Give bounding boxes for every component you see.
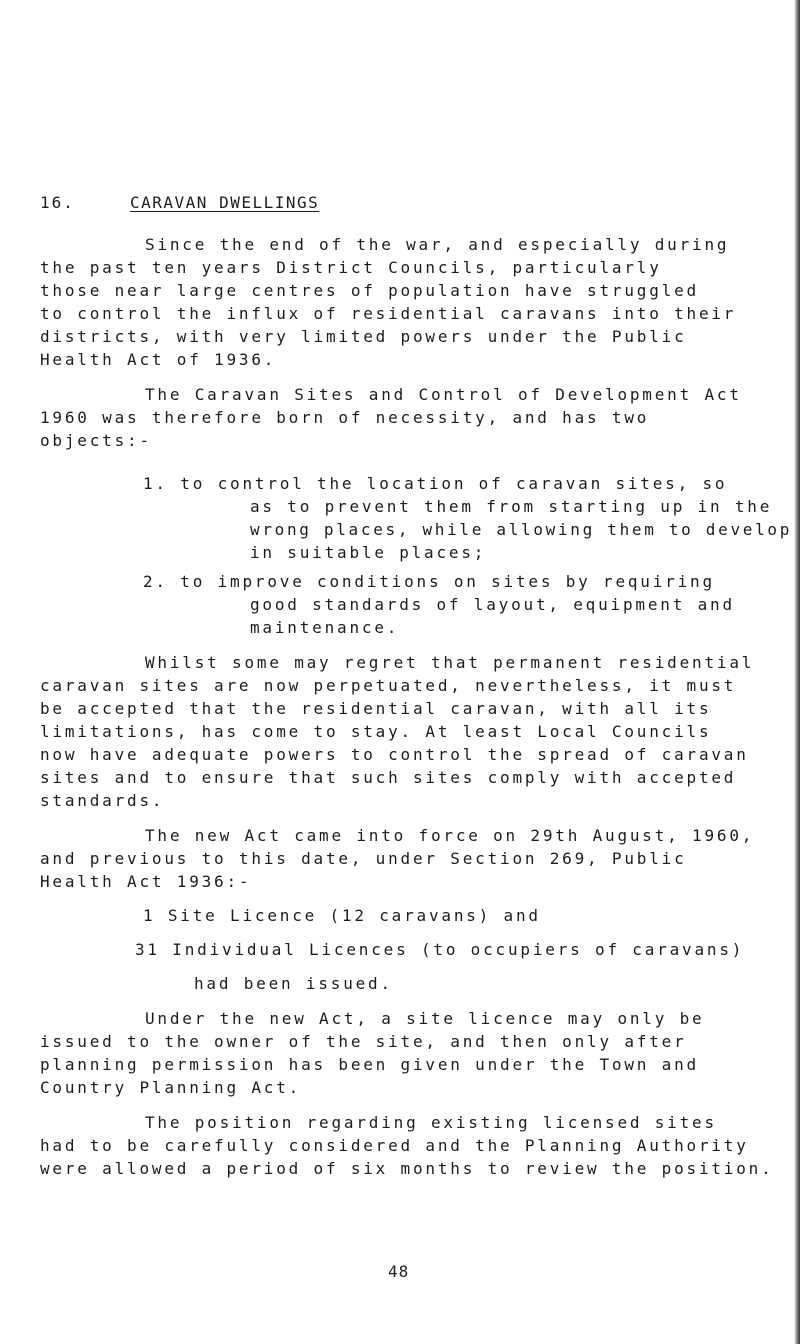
text-line: those near large centres of population have struggled [40,281,699,300]
text-line: maintenance. [250,618,400,637]
text-line: had been issued. [194,974,393,993]
text-line: standards. [40,791,165,810]
text-line: caravan sites are now perpetuated, nevertheless, it must [40,676,737,695]
text-line: 1 Site Licence (12 caravans) and [143,906,541,925]
text-line: were allowed a period of six months to review the position. [40,1159,774,1178]
section-title: CARAVAN DWELLINGS [130,193,320,212]
text-line: in suitable places; [250,543,487,562]
text-line: The Caravan Sites and Control of Development Act [145,385,742,404]
text-line: 1. to control the location of caravan sites, so [143,474,728,493]
text-line: now have adequate powers to control the spread of caravan [40,745,749,764]
text-line: limitations, has come to stay. At least Local Councils [40,722,712,741]
text-line: be accepted that the residential caravan, with all its [40,699,712,718]
text-line: objects:- [40,431,152,450]
section-number: 16. [40,193,75,212]
text-line: Health Act 1936:- [40,872,252,891]
text-line: the past ten years District Councils, particularly [40,258,662,277]
text-line: Under the new Act, a site licence may only be [145,1009,705,1028]
text-line: and previous to this date, under Section 269, Public [40,849,687,868]
text-line: Country Planning Act. [40,1078,302,1097]
text-line: Since the end of the war, and especially during [145,235,730,254]
text-line: The position regarding existing licensed sites [145,1113,717,1132]
text-line: to control the influx of residential caravans into their [40,304,737,323]
text-line: good standards of layout, equipment and [250,595,735,614]
text-line: sites and to ensure that such sites comply with accepted [40,768,737,787]
text-line: as to prevent them from starting up in the [250,497,773,516]
text-line: wrong places, while allowing them to develop [250,520,793,539]
text-line: issued to the owner of the site, and then only after [40,1032,687,1051]
text-line: districts, with very limited powers under the Public [40,327,687,346]
text-line: 2. to improve conditions on sites by requiring [143,572,715,591]
text-line: 31 Individual Licences (to occupiers of caravans) [135,940,745,959]
text-line: The new Act came into force on 29th August, 1960, [145,826,755,845]
text-line: planning permission has been given under the Town and [40,1055,699,1074]
text-line: had to be carefully considered and the Planning Authority [40,1136,749,1155]
text-line: Whilst some may regret that permanent residential [145,653,755,672]
page-number: 48 [388,1262,410,1281]
text-line: 1960 was therefore born of necessity, and has two [40,408,650,427]
text-line: Health Act of 1936. [40,350,277,369]
